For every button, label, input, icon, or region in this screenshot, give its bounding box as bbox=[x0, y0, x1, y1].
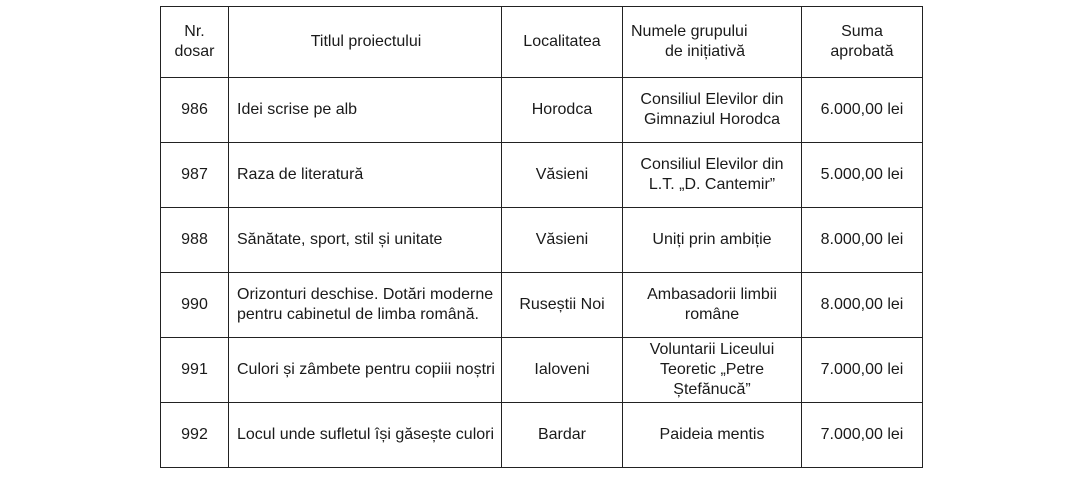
header-file-number-line2: dosar bbox=[174, 43, 215, 60]
project-title-cell: Orizonturi deschise. Dotări moderne pentru cabinetul de limba română. bbox=[229, 273, 502, 338]
group-line: Paideia mentis bbox=[659, 426, 765, 443]
header-row bbox=[161, 7, 923, 78]
locality-cell: Văsieni bbox=[502, 208, 623, 273]
locality-cell: Ialoveni bbox=[502, 338, 623, 403]
header-approved-amount-line2: aprobată bbox=[830, 43, 894, 60]
initiative-group-cell bbox=[623, 208, 802, 273]
group-line: Voluntarii Liceului bbox=[649, 341, 775, 358]
header-approved-amount bbox=[802, 7, 923, 78]
initiative-group-cell bbox=[623, 273, 802, 338]
file-number-cell: 991 bbox=[161, 338, 229, 403]
table-row bbox=[161, 208, 923, 273]
amount-cell: 8.000,00 lei bbox=[802, 273, 923, 338]
initiative-group-cell bbox=[623, 78, 802, 143]
file-number-cell: 986 bbox=[161, 78, 229, 143]
locality-cell: Văsieni bbox=[502, 143, 623, 208]
project-title-cell: Idei scrise pe alb bbox=[229, 78, 502, 143]
header-file-number-line1: Nr. bbox=[184, 23, 205, 40]
header-approved-amount-line1: Suma bbox=[841, 23, 883, 40]
locality-cell: Bardar bbox=[502, 403, 623, 468]
initiative-group-cell bbox=[623, 143, 802, 208]
group-line: L.T. „D. Cantemir” bbox=[648, 176, 776, 193]
header-file-number bbox=[161, 7, 229, 78]
group-line: Ștefănucă” bbox=[673, 381, 751, 398]
file-number-cell: 990 bbox=[161, 273, 229, 338]
table-row bbox=[161, 273, 923, 338]
table-row bbox=[161, 403, 923, 468]
amount-cell: 6.000,00 lei bbox=[802, 78, 923, 143]
group-line: Teoretic „Petre bbox=[659, 361, 765, 378]
project-title-cell: Culori și zâmbete pentru copiii noștri bbox=[229, 338, 502, 403]
amount-cell: 7.000,00 lei bbox=[802, 403, 923, 468]
initiative-group-cell bbox=[623, 403, 802, 468]
project-title-cell: Raza de literatură bbox=[229, 143, 502, 208]
locality-cell: Horodca bbox=[502, 78, 623, 143]
table-row bbox=[161, 143, 923, 208]
file-number-cell: 992 bbox=[161, 403, 229, 468]
amount-cell: 5.000,00 lei bbox=[802, 143, 923, 208]
header-project-title: Titlul proiectului bbox=[229, 7, 502, 78]
locality-cell: Ruseștii Noi bbox=[502, 273, 623, 338]
group-line: Consiliul Elevilor din bbox=[640, 91, 784, 108]
amount-cell: 8.000,00 lei bbox=[802, 208, 923, 273]
group-line: Ambasadorii limbii bbox=[647, 286, 777, 303]
group-line: Uniți prin ambiție bbox=[652, 231, 772, 248]
project-title-cell: Sănătate, sport, stil și unitate bbox=[229, 208, 502, 273]
amount-cell: 7.000,00 lei bbox=[802, 338, 923, 403]
approved-projects-table bbox=[160, 6, 923, 468]
header-initiative-group bbox=[623, 7, 802, 78]
initiative-group-cell bbox=[623, 338, 802, 403]
header-initiative-group-line1: Numele grupului bbox=[631, 23, 748, 40]
group-line: Consiliul Elevilor din bbox=[640, 156, 784, 173]
file-number-cell: 987 bbox=[161, 143, 229, 208]
group-line: române bbox=[684, 306, 740, 323]
file-number-cell: 988 bbox=[161, 208, 229, 273]
table-row bbox=[161, 338, 923, 403]
header-locality: Localitatea bbox=[502, 7, 623, 78]
header-initiative-group-line2: de inițiativă bbox=[665, 43, 746, 60]
group-line: Gimnaziul Horodca bbox=[643, 111, 781, 128]
table-row bbox=[161, 78, 923, 143]
project-title-cell: Locul unde sufletul își găsește culori bbox=[229, 403, 502, 468]
